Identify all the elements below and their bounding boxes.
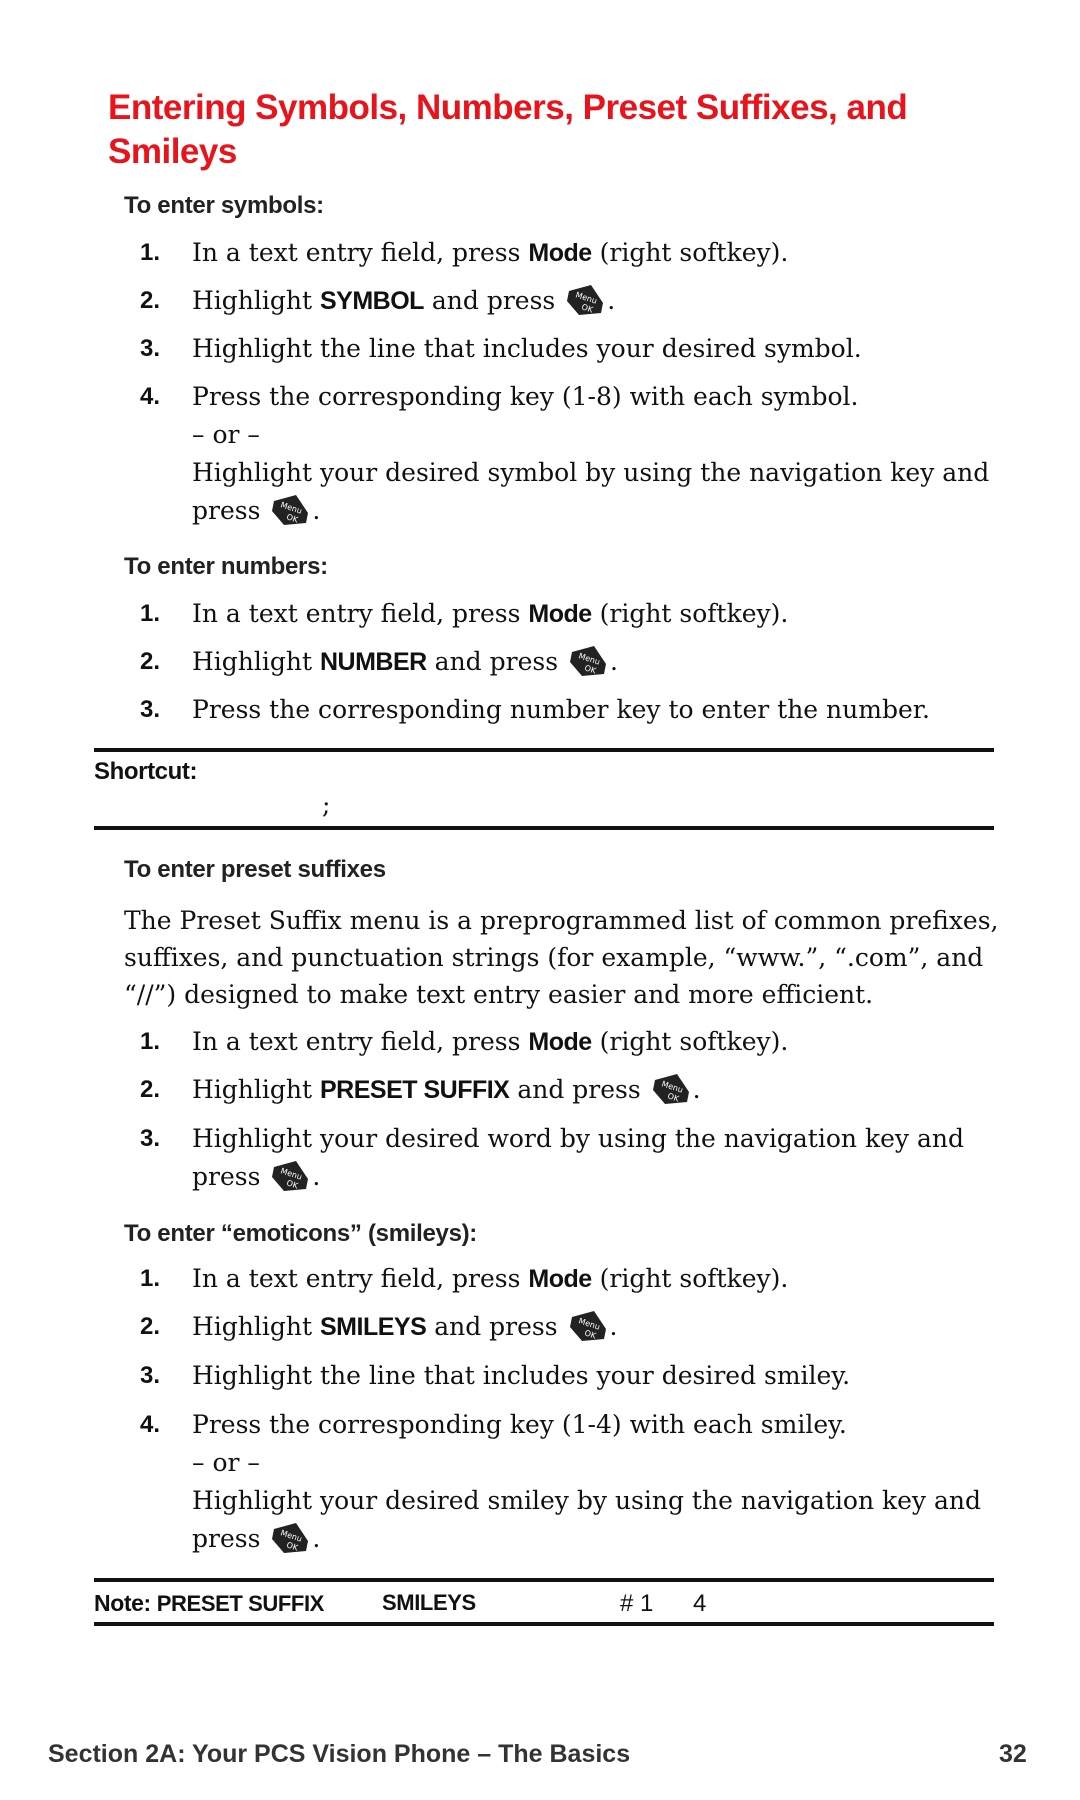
menu-ok-key-icon xyxy=(568,644,608,678)
step-number: 3. xyxy=(140,1362,161,1389)
numbers-heading: To enter numbers: xyxy=(124,553,328,580)
suffixes-step-2: 2. Highlight PRESET SUFFIX and press . xyxy=(140,1071,1000,1109)
shortcut-label: Shortcut: xyxy=(94,758,198,785)
mode-key-label: Mode xyxy=(528,600,592,628)
symbol-option-label: SYMBOL xyxy=(320,287,424,315)
smileys-option-label: SMILEYS xyxy=(320,1313,427,1341)
mode-key-label: Mode xyxy=(528,239,592,267)
smileys-step-2: 2. Highlight SMILEYS and press . xyxy=(140,1308,1000,1346)
smileys-step-4: 4. Press the corresponding key (1-4) with each smiley. – or – Highlight your desired smiley by using the navigation key and press . xyxy=(140,1406,1000,1558)
mode-key-label: Mode xyxy=(528,1265,592,1293)
symbols-step-3: 3. Highlight the line that includes your desired symbol. xyxy=(140,330,1000,368)
note-key-1: # 1 xyxy=(620,1590,654,1617)
step-number: 1. xyxy=(140,239,161,266)
shortcut-text: ; xyxy=(322,790,331,819)
step-number: 2. xyxy=(140,287,161,314)
step-number: 3. xyxy=(140,1125,161,1152)
suffixes-heading: To enter preset suffixes xyxy=(124,856,386,883)
number-option-label: NUMBER xyxy=(320,648,427,676)
smileys-step-3: 3. Highlight the line that includes your desired smiley. xyxy=(140,1357,1000,1395)
shortcut-bottom-rule xyxy=(94,826,994,830)
or-separator: – or – xyxy=(192,1448,260,1477)
note-preset-suffix: PRESET SUFFIX xyxy=(156,1591,324,1616)
step-number: 4. xyxy=(140,383,161,410)
note-key-4: 4 xyxy=(693,1590,707,1617)
note-top-rule xyxy=(94,1578,994,1582)
footer-section: Section 2A: Your PCS Vision Phone – The Basics xyxy=(48,1740,631,1768)
preset-suffix-option-label: PRESET SUFFIX xyxy=(320,1076,510,1104)
menu-ok-key-icon xyxy=(270,1521,310,1555)
symbols-heading: To enter symbols: xyxy=(124,192,324,219)
smileys-step-1: 1. In a text entry field, press Mode (right softkey). xyxy=(140,1260,1000,1298)
step-number: 1. xyxy=(140,1028,161,1055)
note-label: Note: PRESET SUFFIX xyxy=(94,1590,324,1616)
suffixes-step-3: 3. Highlight your desired word by using the navigation key and press . xyxy=(140,1120,1000,1196)
step-number: 3. xyxy=(140,335,161,362)
step-number: 1. xyxy=(140,600,161,627)
suffixes-step-1: 1. In a text entry field, press Mode (right softkey). xyxy=(140,1023,1000,1061)
symbols-step-2: 2. Highlight SYMBOL and press . xyxy=(140,282,1000,320)
symbols-step-1: 1. In a text entry field, press Mode (right softkey). xyxy=(140,234,1000,272)
suffixes-intro: The Preset Suffix menu is a preprogrammed list of common prefixes, suffixes, and punctuation strings (for example, “www.”, “.com”, and “//”) designed to make text entry easier and more efficient. xyxy=(124,906,999,1009)
step-number: 1. xyxy=(140,1265,161,1292)
menu-ok-key-icon xyxy=(651,1072,691,1106)
page-title: Entering Symbols, Numbers, Preset Suffixes, and Smileys xyxy=(108,88,908,171)
numbers-step-1: 1. In a text entry field, press Mode (right softkey). xyxy=(140,595,1000,633)
symbols-step-4: 4. Press the corresponding key (1-8) with each symbol. – or – Highlight your desired symbol by using the navigation key and press . xyxy=(140,378,1000,530)
step-number: 2. xyxy=(140,1313,161,1340)
step-number: 2. xyxy=(140,1076,161,1103)
step-number: 3. xyxy=(140,696,161,723)
page-number: 32 xyxy=(999,1740,1027,1768)
step-number: 4. xyxy=(140,1411,161,1438)
note-smileys: SMILEYS xyxy=(382,1590,476,1615)
shortcut-top-rule xyxy=(94,748,994,752)
menu-ok-key-icon xyxy=(270,493,310,527)
menu-ok-key-icon xyxy=(568,1309,608,1343)
menu-ok-key-icon xyxy=(270,1159,310,1193)
numbers-step-2: 2. Highlight NUMBER and press . xyxy=(140,643,1000,681)
mode-key-label: Mode xyxy=(528,1028,592,1056)
smileys-heading: To enter “emoticons” (smileys): xyxy=(124,1220,477,1247)
numbers-step-3: 3. Press the corresponding number key to enter the number. xyxy=(140,691,1000,729)
or-separator: – or – xyxy=(192,420,260,449)
menu-ok-key-icon xyxy=(565,283,605,317)
step-number: 2. xyxy=(140,648,161,675)
note-bottom-rule xyxy=(94,1622,994,1626)
